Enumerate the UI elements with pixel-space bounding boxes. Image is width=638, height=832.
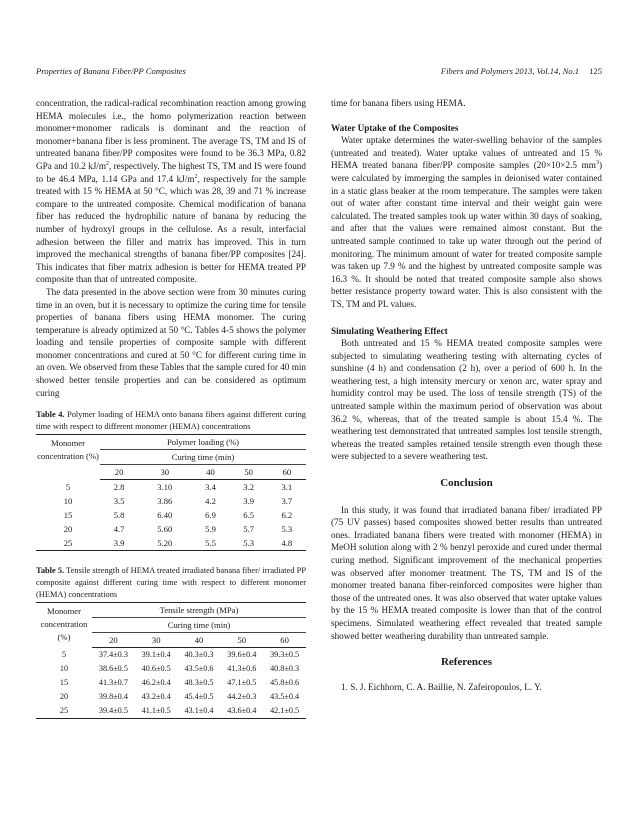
right-column bbox=[331, 97, 602, 693]
table-row: 20 39.8±0.4 43.2±0.4 45.4±0.5 44.2±0.3 43.5±0.4 bbox=[59, 691, 300, 701]
weathering-paragraph: Both untreated and 15 % HEMA treated composite samples were subjected to simulating weathering testing with alternating cycles of sunshine (4 h) and condensation (2 h), over a period of 600 h. In the weathering test, a high intensity mercury or xenon arc, water spray and humidity control may be used. The loss of tensile strength (TS) of the untreated sample within the maximum period of observation was about 36.2 %, whereas, that of the treated sample is about 15.4 %. The weathering test demonstrated that untreated samples lost tensile strength, whereas the treated samples retained tensile strength even though these were subjected to a severe weathering test. bbox=[331, 338, 602, 462]
table5: Monomer concentration (%) Tensile strength (MPa) Curing time (min) 20 30 40 50 60 5 37.4±0.3 39.1±0.4 40.3±0.3 39.6±0.4 39.3±0.5 10 38.6±0.5 40.6±0.5 43.5±0.6 41.3±0.6 40.8±0.3 15 41.3±0.7 46.2±0.4 48.3±0.5 47.1±0.5 45.8±0.6 20 39.8±0.4 43.2±0.4 45.4±0.5 44.2±0.3 43.5±0.4 25 39.4±0.5 41.1±0.5 43.1±0.4 43.6±0.4 42.1±0.5 bbox=[36, 602, 306, 719]
conclusion-heading: Conclusion bbox=[440, 477, 493, 490]
table4-caption: Table 4. Polymer loading of HEMA onto banana fibers against different curing time with respect to different monomer (HEMA) concentrations bbox=[36, 410, 306, 431]
table-row: 5 37.4±0.3 39.1±0.4 40.3±0.3 39.6±0.4 39.3±0.5 bbox=[61, 649, 300, 659]
table5-col-header: Monomer concentration (%) bbox=[36, 603, 92, 648]
table-row: 10 3.5 3.86 4.2 3.9 3.7 bbox=[63, 496, 293, 507]
running-header bbox=[36, 66, 602, 80]
table-row: 20 4.7 5.60 5.9 5.7 5.3 bbox=[63, 524, 293, 535]
water-uptake-heading: Water Uptake of the Composites bbox=[331, 122, 459, 133]
table5-caption: Table 5. Tensile strength of HEMA treated irradiated banana fiber/ irradiated PP composite against different curing time with respect to different monomer (HEMA) concentrations bbox=[36, 566, 306, 599]
table-row: 25 3.9 5.20 5.5 5.3 4.8 bbox=[36, 536, 306, 551]
running-title: Properties of Banana Fiber/PP Composites bbox=[36, 66, 186, 76]
conclusion-paragraph: In this study, it was found that irradiated banana fiber/ irradiated PP (75 UV passes) based composites showed better results than untreated ones. Irradiated banana fibers were treated with monomer (HEMA) in MeOH solution along with 2 % benzyl peroxide and cured under thermal curing method. Significant improvement of the mechanical properties was observed after monomer treatment. The TS, TM and IS of the monomer treated banana fiber-reinforced composites were higher than those of the untreated ones. It was also observed that water uptake values by the 15 % HEMA treated composite is lower than that of the control specimens. Simulated weathering effect revealed that treated sample showed better weathering durability than untreated sample. bbox=[331, 504, 602, 641]
table-row: 25 39.4±0.5 41.1±0.5 43.1±0.4 43.6±0.4 42.1±0.5 bbox=[36, 704, 306, 719]
table-row: 15 41.3±0.7 46.2±0.4 48.3±0.5 47.1±0.5 45.8±0.6 bbox=[59, 677, 300, 687]
journal-citation: Fibers and Polymers 2013, Vol.14, No.1 bbox=[440, 66, 580, 76]
table-row: 5 2.8 3.10 3.4 3.2 3.1 bbox=[65, 481, 293, 493]
table4: Monomer concentration (%) Polymer loading (%) Curing time (min) 20 30 40 50 60 5 2.8 3.10 3.4 3.2 3.1 10 3.5 3.86 4.2 3.9 3.7 15 5.8 6.40 6.9 6.5 6.2 20 4.7 5.60 5.9 5.7 5.3 25 3.9 5.20 5.5 5.3 4.8 bbox=[36, 434, 306, 551]
table5-group-header: Tensile strength (MPa) bbox=[92, 603, 306, 618]
body-paragraph-1: concentration, the radical-radical recombination reaction among growing HEMA molecules i.e., the homo polymerization reaction between monomer+monomer radicals is dominant and the reaction of monomer+banana fiber is less prominent. The average TS, TM and IS of untreated banana fiber/PP composites were found to be 36.3 MPa, 0.82 GPa and 10.2 $kJ/m^2$, respectively. The highest TS, TM and IS were found to be 46.4 MPa, 1.14 GPa and 17.4 $kJ/m^2$, respectively for the sample treated with 15 % HEMA at 50 °C, which was 28, 39 and 71 % increase compare to the untreated composite. Chemical modification of banana fiber has reduced the hydrophilic nature of banana by reducing the number of hydroxyl groups in the cellulose. As a result, interfacial adhesion between the filler and matrix has improved. This in turn improved the mechanical strengths of banana fiber/PP composites [24]. This indicates that fiber matrix adhesion is better for HEMA treated PP composite than that of untreated composite. bbox=[36, 98, 306, 285]
table4-group-header: Polymer loading (%) bbox=[100, 435, 306, 450]
journal-info bbox=[441, 66, 602, 76]
continuation-line: time for banana fibers using HEMA. bbox=[331, 98, 466, 108]
page-number: 125 bbox=[589, 66, 602, 76]
table-row: 10 38.6±0.5 40.6±0.5 43.5±0.6 41.3±0.6 40.8±0.3 bbox=[59, 663, 300, 673]
left-column bbox=[36, 97, 306, 719]
weathering-heading: Simulating Weathering Effect bbox=[331, 325, 448, 336]
water-uptake-paragraph: Water uptake determines the water-swelling behavior of the samples (untreated and treated). Water uptake values of untreated and 15 % HEMA treated banana fiber/PP composite samples (20×10×2.5 $mm^3$) were calculated by immerging the samples in deionised water contained in a static glass beaker at the room temperature. The samples were taken out of water after constant time interval and their weight gain were calculated. The treated samples took up water within 30 days of soaking, and after that the values were remained almost constant. But the untreated sample continued to take up water through out the period of monitoring. The minimum amount of water for treated composite sample was taken up 7.9 % and the highest by untreated composite sample was 16.3 %. It should be noted that treated composite sample also shows better resistance property toward water. This is also consistent with the TS, TM and PL values. bbox=[331, 135, 602, 309]
reference-item-1: 1. S. J. Eichhorn, C. A. Baillie, N. Zafeiropoulos, L. Y. bbox=[341, 681, 542, 692]
table4-col-header: Monomer concentration (%) bbox=[36, 435, 100, 480]
table5-sub-header: Curing time (min) bbox=[92, 618, 306, 633]
table4-sub-header: Curing time (min) bbox=[100, 450, 306, 465]
table-row: 15 5.8 6.40 6.9 6.5 6.2 bbox=[63, 510, 293, 521]
references-heading: References bbox=[440, 656, 493, 669]
body-paragraph-2: The data presented in the above section were from 30 minutes curing time in an oven, but it is necessary to optimize the curing time for tensile properties of banana fibers using HEMA monomer. The curing temperature is already optimized at 50 °C. Tables 4-5 shows the polymer loading and tensile properties of composite sample with different monomer concentrations and cured at 50 °C for different curing time in an oven. We observed from these Tables that the sample cured for 40 min showed better tensile properties and can be considered as optimum curing bbox=[36, 286, 306, 398]
